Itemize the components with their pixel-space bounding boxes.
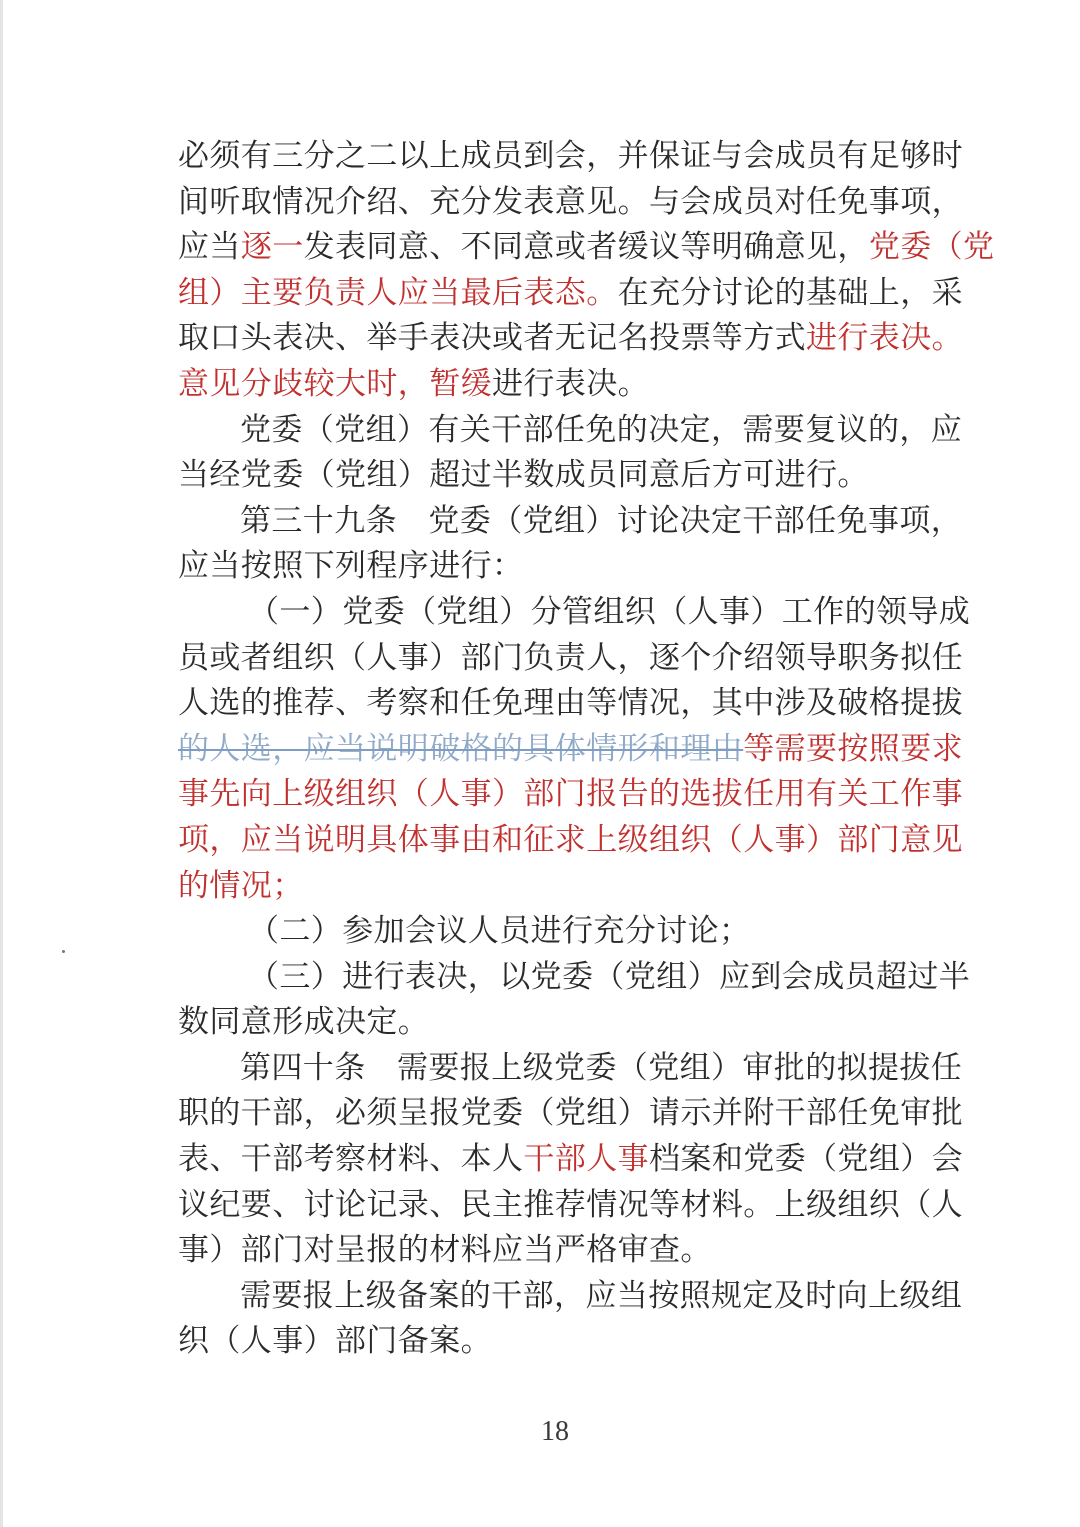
scan-speck [62, 950, 65, 953]
page-edge [0, 0, 3, 1527]
inserted-line: 事先向上级组织（人事）部门报告的选拔任用有关工作事 [178, 776, 963, 813]
text-line: 员或者组织（人事）部门负责人，逐个介绍领导职务拟任 [178, 639, 963, 676]
text-line: 间听取情况介绍、充分发表意见。与会成员对任免事项， [178, 183, 963, 220]
list-item-3: （三）进行表决，以党委（党组）应到会成员超过半 [248, 958, 971, 995]
deleted-text: 的人选，应当说明破格的具体情形和理由 [178, 730, 744, 767]
inserted-line: 的情况； [178, 867, 304, 904]
inserted-text: 党委（党 [868, 229, 995, 266]
text-line: 织（人事）部门备案。 [178, 1323, 492, 1360]
document-body [178, 134, 995, 1365]
text-line: 事）部门对呈报的材料应当严格审查。 [178, 1232, 712, 1269]
text-line: 应当按照下列程序进行： [178, 548, 524, 585]
text-line: 职的干部，必须呈报党委（党组）请示并附干部任免审批 [178, 1095, 963, 1132]
list-item-1: （一）党委（党组）分管组织（人事）工作的领导成 [248, 593, 971, 630]
text-line: 数同意形成决定。 [178, 1004, 430, 1041]
inserted-line: 项，应当说明具体事由和征求上级组织（人事）部门意见 [178, 821, 963, 858]
text-line: 取口头表决、举手表决或者无记名投票等方式进行表决。 [178, 320, 963, 357]
text-line: 当经党委（党组）超过半数成员同意后方可进行。 [178, 457, 869, 494]
text-line [178, 727, 964, 773]
inserted-text: 意见分歧较大时，暂缓 [178, 365, 492, 402]
text-line: 意见分歧较大时，暂缓进行表决。 [178, 365, 649, 402]
text-line: 议纪要、讨论记录、民主推荐情况等材料。上级组织（人 [178, 1186, 963, 1223]
paragraph-start: 党委（党组）有关干部任免的决定，需要复议的，应 [240, 411, 963, 448]
article-39-heading: 第三十九条 党委（党组）讨论决定干部任免事项， [240, 502, 963, 539]
list-item-2: （二）参加会议人员进行充分讨论； [248, 913, 751, 950]
article-40-heading: 第四十条 需要报上级党委（党组）审批的拟提拔任 [240, 1049, 963, 1086]
inserted-text: 进行表决。 [806, 320, 963, 357]
text-line: 必须有三分之二以上成员到会，并保证与会成员有足够时 [178, 138, 963, 174]
text-line: 组）主要负责人应当最后表态。在充分讨论的基础上，采 [178, 274, 964, 311]
page-number: 18 [541, 1416, 569, 1447]
text-line: 应当逐一发表同意、不同意或者缓议等明确意见，党委（党 [178, 229, 995, 266]
inserted-text: 等需要按照要求 [743, 730, 964, 767]
inserted-text: 逐一 [240, 229, 304, 266]
paragraph-start: 需要报上级备案的干部，应当按照规定及时向上级组 [240, 1277, 963, 1314]
text-line: 人选的推荐、考察和任免理由等情况，其中涉及破格提拔 [178, 685, 963, 722]
inserted-text: 干部人事 [523, 1141, 650, 1178]
text-line: 表、干部考察材料、本人干部人事档案和党委（党组）会 [178, 1141, 964, 1178]
inserted-text: 组）主要负责人应当最后表态。 [178, 274, 618, 311]
